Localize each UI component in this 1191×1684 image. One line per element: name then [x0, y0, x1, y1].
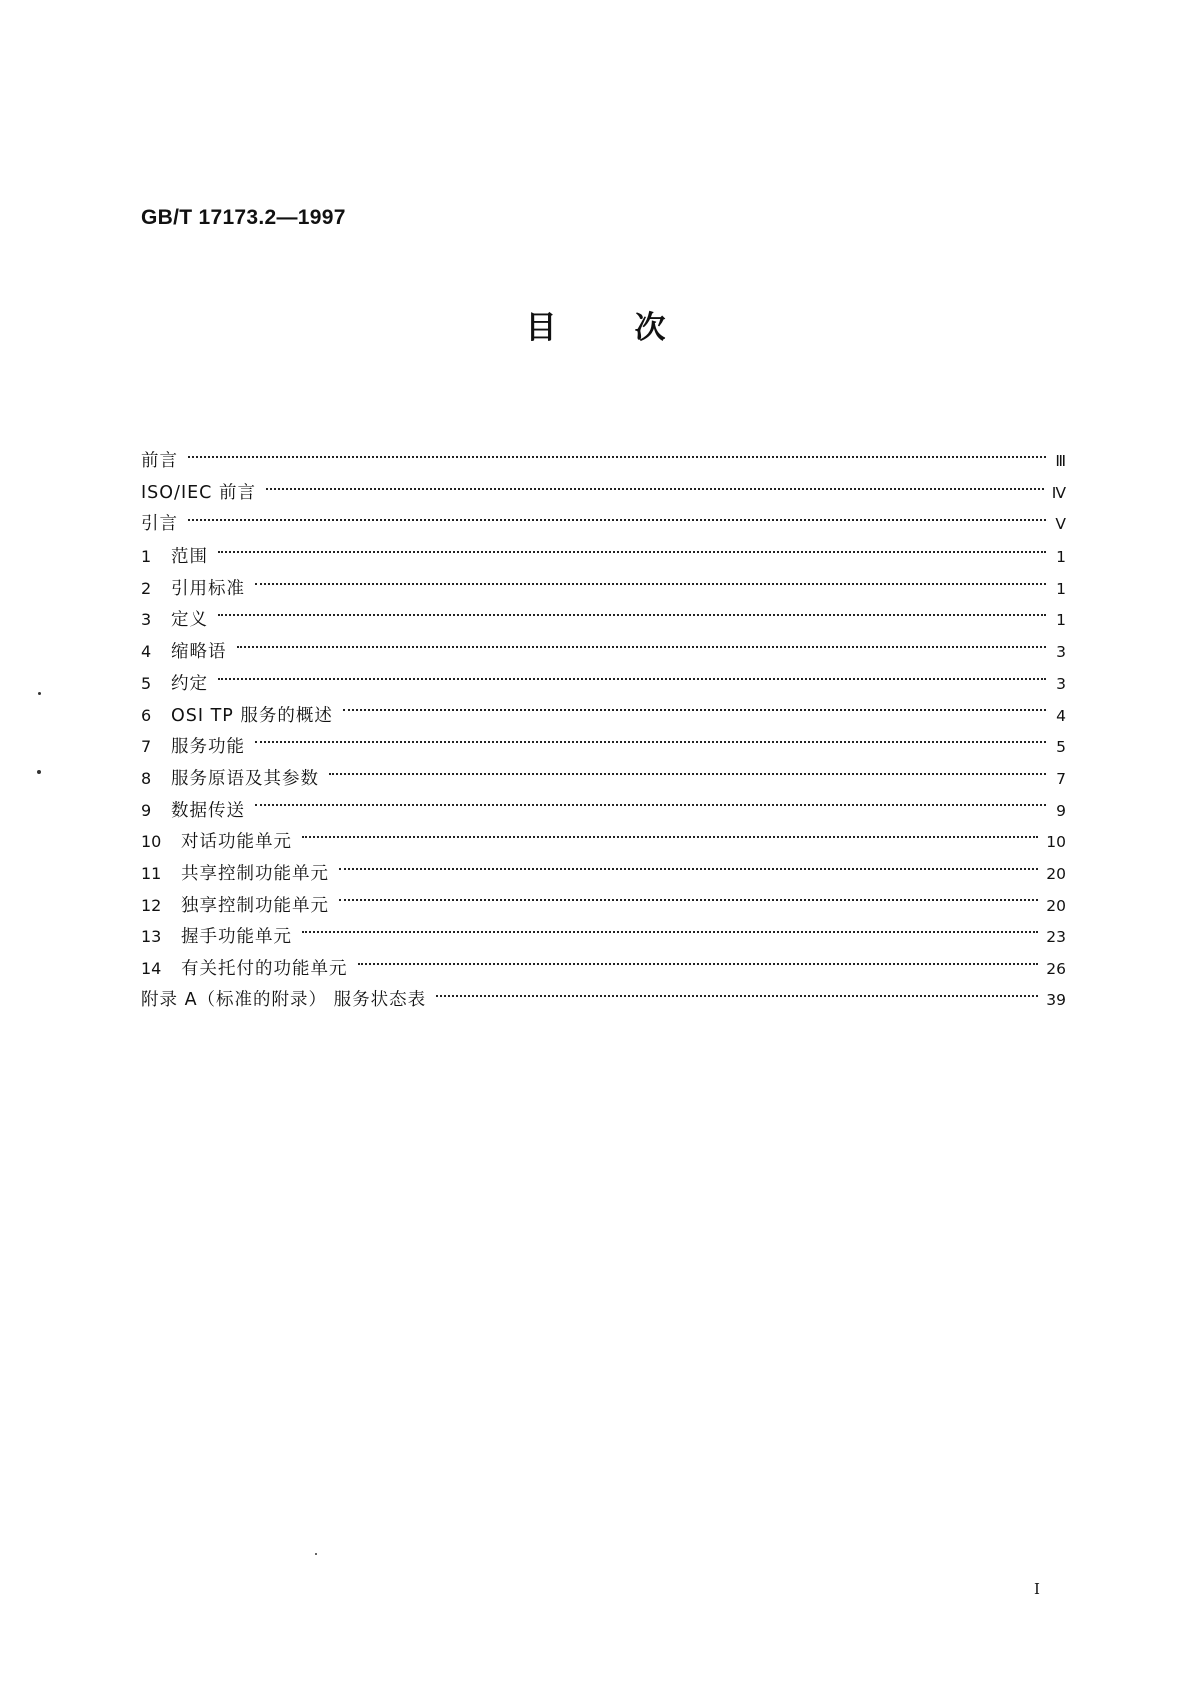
toc-dot-leader — [339, 868, 1038, 870]
toc-title: 目次 — [525, 310, 744, 346]
toc-entry-number: 6 — [141, 705, 152, 725]
toc-dot-leader — [255, 583, 1046, 585]
toc-entry-number: 2 — [141, 578, 152, 598]
toc-entry — [141, 921, 1066, 953]
toc-entry — [141, 541, 1066, 573]
toc-entry-page: 5 — [1056, 738, 1066, 757]
toc-entry-title: 引用标准 — [171, 578, 245, 599]
toc-dot-leader — [358, 963, 1039, 965]
toc-entry — [141, 478, 1066, 510]
toc-entry-title: 附录 A（标准的附录） 服务状态表 — [141, 989, 427, 1010]
toc-entry — [141, 795, 1066, 827]
toc-entry-page: 20 — [1046, 896, 1066, 915]
toc-entry-title: 握手功能单元 — [181, 927, 292, 948]
toc-dot-leader — [255, 804, 1046, 806]
toc-entry-number: 5 — [141, 673, 152, 693]
toc-entry-title: 共享控制功能单元 — [181, 863, 329, 884]
toc-entry — [141, 953, 1066, 985]
toc-entry — [141, 604, 1066, 636]
toc-entry-title: 对话功能单元 — [181, 832, 292, 853]
toc-list — [141, 446, 1066, 1016]
toc-entry-title: 独享控制功能单元 — [181, 895, 329, 916]
page-number: I — [1034, 1580, 1040, 1598]
toc-dot-leader — [343, 709, 1046, 711]
toc-entry — [141, 509, 1066, 541]
toc-entry-page: 20 — [1046, 864, 1066, 883]
toc-entry — [141, 700, 1066, 732]
toc-dot-leader — [302, 836, 1038, 838]
toc-entry-page: 9 — [1056, 801, 1066, 820]
toc-entry — [141, 668, 1066, 700]
toc-dot-leader — [188, 456, 1046, 458]
toc-entry-title: 数据传送 — [171, 800, 245, 821]
toc-entry-title: 范围 — [171, 547, 208, 568]
toc-entry-page: 3 — [1056, 643, 1066, 662]
toc-entry-number: 1 — [141, 547, 152, 567]
toc-entry — [141, 636, 1066, 668]
toc-entry-number: 9 — [141, 800, 152, 820]
toc-entry-page: 1 — [1056, 579, 1066, 598]
toc-entry-number: 14 — [141, 959, 162, 978]
toc-entry-page: 1 — [1056, 548, 1066, 567]
toc-entry-page: 23 — [1046, 928, 1066, 947]
standard-code: GB/T 17173.2—1997 — [141, 206, 346, 229]
toc-dot-leader — [218, 551, 1046, 553]
toc-entry-number: 7 — [141, 737, 152, 757]
toc-dot-leader — [436, 995, 1038, 997]
toc-entry-title: 有关托付的功能单元 — [181, 959, 348, 979]
toc-entry — [141, 731, 1066, 763]
toc-entry-title: 约定 — [171, 673, 208, 694]
toc-entry-number: 4 — [141, 642, 152, 662]
toc-entry-page: 1 — [1056, 611, 1066, 630]
toc-entry-page: 3 — [1056, 674, 1066, 693]
toc-entry-title: 前言 — [141, 451, 178, 471]
toc-dot-leader — [218, 614, 1046, 616]
toc-entry-page: Ⅴ — [1055, 515, 1066, 534]
toc-entry — [141, 890, 1066, 922]
toc-dot-leader — [255, 741, 1046, 743]
toc-entry-number: 11 — [141, 863, 162, 883]
toc-entry-title: 服务原语及其参数 — [171, 768, 319, 789]
toc-entry-number: 10 — [141, 832, 162, 852]
toc-entry-title: 定义 — [171, 610, 208, 631]
toc-dot-leader — [188, 519, 1046, 521]
toc-entry-title: 引言 — [141, 514, 178, 535]
scan-speck — [37, 770, 41, 774]
toc-entry-page: Ⅳ — [1051, 483, 1066, 502]
toc-entry-page: 39 — [1046, 990, 1066, 1009]
toc-entry-page: 26 — [1046, 960, 1066, 978]
toc-dot-leader — [218, 678, 1046, 680]
toc-dot-leader — [302, 931, 1038, 933]
toc-entry-number: 12 — [141, 895, 162, 915]
toc-dot-leader — [339, 899, 1038, 901]
toc-entry-number: 8 — [141, 768, 152, 788]
toc-entry — [141, 573, 1066, 605]
scan-speck — [315, 1553, 317, 1555]
toc-entry-title: 缩略语 — [171, 642, 227, 663]
toc-entry-number: 3 — [141, 610, 152, 630]
toc-entry-page: 10 — [1046, 833, 1066, 852]
toc-entry — [141, 446, 1066, 478]
toc-entry-page: 7 — [1056, 769, 1066, 788]
toc-entry-number: 13 — [141, 927, 162, 947]
toc-dot-leader — [266, 488, 1044, 490]
scan-speck — [38, 692, 41, 695]
toc-entry-page: Ⅲ — [1055, 452, 1066, 470]
toc-entry — [141, 826, 1066, 858]
toc-entry — [141, 858, 1066, 890]
toc-entry-title: ISO/IEC 前言 — [141, 482, 256, 503]
toc-entry-title: OSI TP 服务的概述 — [171, 705, 333, 726]
toc-entry — [141, 763, 1066, 795]
toc-entry-page: 4 — [1056, 706, 1066, 725]
toc-entry — [141, 985, 1066, 1017]
toc-dot-leader — [237, 646, 1047, 648]
toc-dot-leader — [329, 773, 1046, 775]
toc-entry-title: 服务功能 — [171, 737, 245, 758]
